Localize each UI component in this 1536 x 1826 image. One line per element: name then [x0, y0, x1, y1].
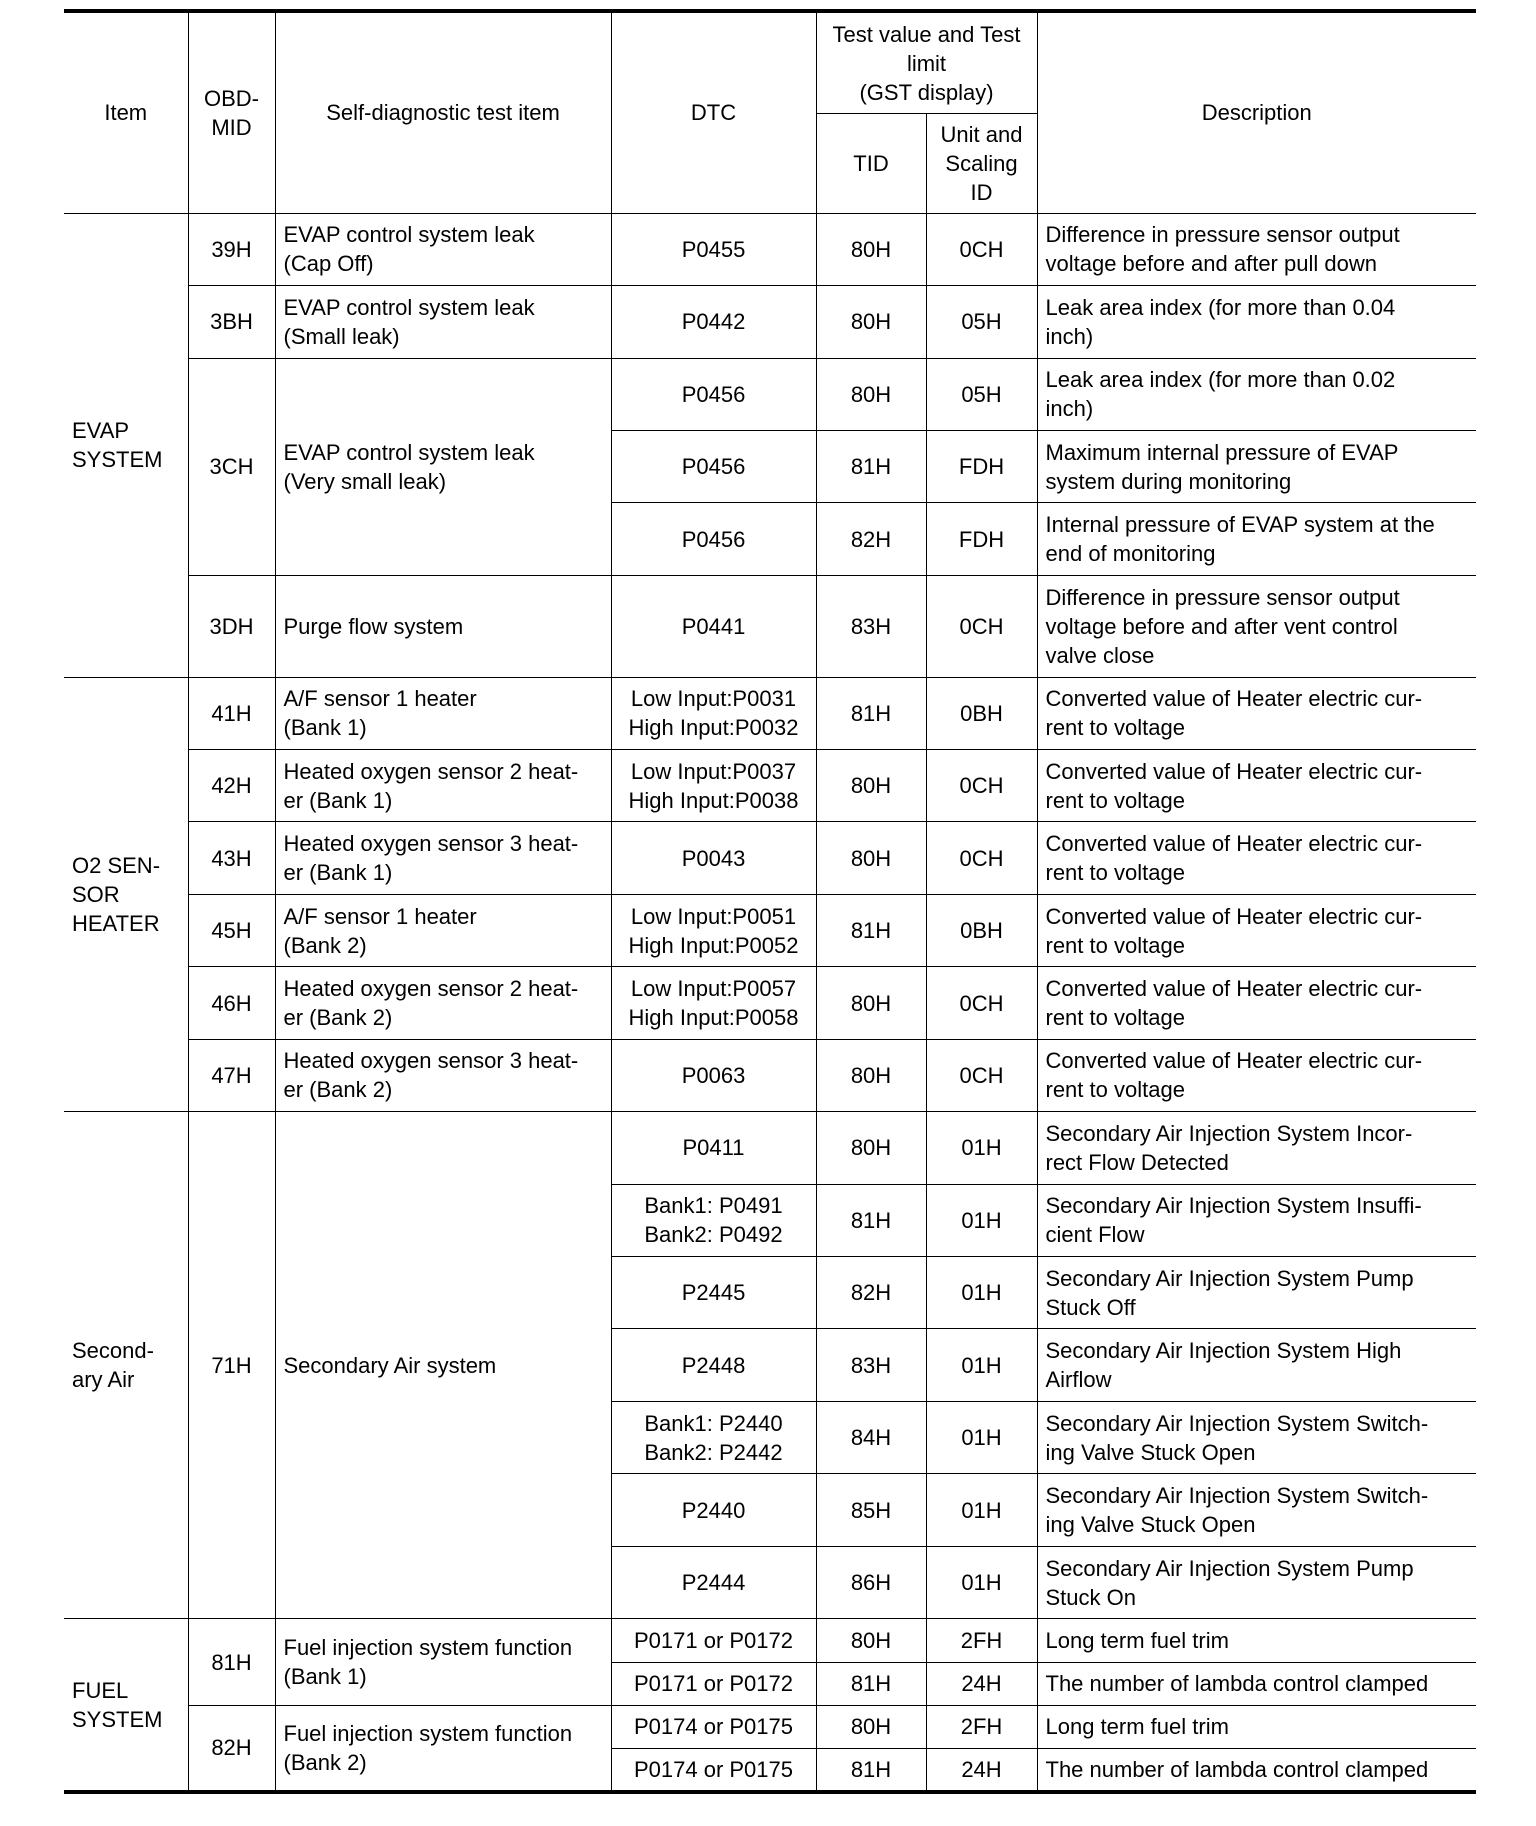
- tid-cell: 80H: [816, 358, 926, 430]
- obd-mid-cell: 82H: [188, 1705, 275, 1792]
- test-item-cell: EVAP control system leak (Small leak): [275, 286, 611, 358]
- header-obd-mid: OBD- MID: [188, 11, 275, 213]
- description-cell: Leak area index (for more than 0.02 inch): [1037, 358, 1476, 430]
- table-row: [64, 1619, 1476, 1662]
- dtc-cell: Bank1: P2440 Bank2: P2442: [611, 1401, 816, 1473]
- description-cell: Long term fuel trim: [1037, 1705, 1476, 1748]
- dtc-cell: P0411: [611, 1112, 816, 1184]
- description-cell: Secondary Air Injection System High Airflow: [1037, 1329, 1476, 1401]
- description-cell: Secondary Air Injection System Switch- ing Valve Stuck Open: [1037, 1474, 1476, 1546]
- description-cell: Difference in pressure sensor output voltage before and after pull down: [1037, 213, 1476, 285]
- description-cell: Converted value of Heater electric cur- rent to voltage: [1037, 1039, 1476, 1111]
- description-cell: Difference in pressure sensor output voltage before and after vent control valve close: [1037, 575, 1476, 677]
- table-row: [64, 358, 1476, 430]
- dtc-cell: P2445: [611, 1257, 816, 1329]
- dtc-cell: P0063: [611, 1039, 816, 1111]
- header-item: Item: [64, 11, 188, 213]
- description-cell: Secondary Air Injection System Switch- ing Valve Stuck Open: [1037, 1401, 1476, 1473]
- tid-cell: 86H: [816, 1546, 926, 1618]
- table-header-row: [64, 11, 1476, 114]
- obd-mid-cell: 81H: [188, 1619, 275, 1706]
- dtc-cell: P0174 or P0175: [611, 1749, 816, 1792]
- unit-cell: 0BH: [926, 894, 1037, 966]
- group-o2-sensor-heater: O2 SEN- SOR HEATER: [64, 677, 188, 1112]
- unit-cell: 0BH: [926, 677, 1037, 749]
- table-row: [64, 1039, 1476, 1111]
- test-item-cell: Purge flow system: [275, 575, 611, 677]
- tid-cell: 80H: [816, 1705, 926, 1748]
- unit-cell: FDH: [926, 431, 1037, 503]
- description-cell: Secondary Air Injection System Pump Stuck On: [1037, 1546, 1476, 1618]
- description-cell: Long term fuel trim: [1037, 1619, 1476, 1662]
- obd-mid-cell: 3CH: [188, 358, 275, 575]
- dtc-cell: Low Input:P0051 High Input:P0052: [611, 894, 816, 966]
- unit-cell: 24H: [926, 1749, 1037, 1792]
- tid-cell: 81H: [816, 1184, 926, 1256]
- tid-cell: 82H: [816, 1257, 926, 1329]
- table-row: [64, 286, 1476, 358]
- group-fuel-system: FUEL SYSTEM: [64, 1619, 188, 1792]
- tid-cell: 83H: [816, 575, 926, 677]
- table-row: [64, 749, 1476, 821]
- tid-cell: 81H: [816, 431, 926, 503]
- test-item-cell: A/F sensor 1 heater (Bank 2): [275, 894, 611, 966]
- obd-mid-cell: 71H: [188, 1112, 275, 1619]
- table-row: [64, 967, 1476, 1039]
- unit-cell: 2FH: [926, 1705, 1037, 1748]
- tid-cell: 80H: [816, 213, 926, 285]
- tid-cell: 80H: [816, 1039, 926, 1111]
- obd-mid-cell: 3BH: [188, 286, 275, 358]
- obd-test-table: [64, 9, 1476, 1794]
- tid-cell: 80H: [816, 1112, 926, 1184]
- tid-cell: 80H: [816, 749, 926, 821]
- tid-cell: 80H: [816, 1619, 926, 1662]
- description-cell: Converted value of Heater electric cur- rent to voltage: [1037, 677, 1476, 749]
- tid-cell: 81H: [816, 1662, 926, 1705]
- test-item-cell: Heated oxygen sensor 2 heat- er (Bank 1): [275, 749, 611, 821]
- tid-cell: 80H: [816, 822, 926, 894]
- dtc-cell: P0442: [611, 286, 816, 358]
- obd-mid-cell: 47H: [188, 1039, 275, 1111]
- description-cell: Converted value of Heater electric cur- rent to voltage: [1037, 749, 1476, 821]
- header-test-value: Test value and Test limit (GST display): [816, 11, 1037, 114]
- tid-cell: 82H: [816, 503, 926, 575]
- test-item-cell: A/F sensor 1 heater (Bank 1): [275, 677, 611, 749]
- header-tid: TID: [816, 114, 926, 214]
- dtc-cell: Low Input:P0057 High Input:P0058: [611, 967, 816, 1039]
- unit-cell: 01H: [926, 1112, 1037, 1184]
- dtc-cell: P0456: [611, 503, 816, 575]
- table-row: [64, 575, 1476, 677]
- test-item-cell: Heated oxygen sensor 3 heat- er (Bank 2): [275, 1039, 611, 1111]
- unit-cell: 0CH: [926, 213, 1037, 285]
- unit-cell: 01H: [926, 1257, 1037, 1329]
- group-secondary-air: Second- ary Air: [64, 1112, 188, 1619]
- dtc-cell: P0456: [611, 431, 816, 503]
- dtc-cell: Low Input:P0031 High Input:P0032: [611, 677, 816, 749]
- header-description: Description: [1037, 11, 1476, 213]
- description-cell: Internal pressure of EVAP system at the end of monitoring: [1037, 503, 1476, 575]
- dtc-cell: P0043: [611, 822, 816, 894]
- dtc-cell: P0171 or P0172: [611, 1619, 816, 1662]
- unit-cell: FDH: [926, 503, 1037, 575]
- unit-cell: 0CH: [926, 1039, 1037, 1111]
- unit-cell: 2FH: [926, 1619, 1037, 1662]
- unit-cell: 01H: [926, 1184, 1037, 1256]
- description-cell: Converted value of Heater electric cur- rent to voltage: [1037, 967, 1476, 1039]
- obd-mid-cell: 46H: [188, 967, 275, 1039]
- dtc-cell: P2444: [611, 1546, 816, 1618]
- test-item-cell: EVAP control system leak (Very small leak): [275, 358, 611, 575]
- header-dtc: DTC: [611, 11, 816, 213]
- dtc-cell: Bank1: P0491 Bank2: P0492: [611, 1184, 816, 1256]
- tid-cell: 81H: [816, 1749, 926, 1792]
- group-evap-system: EVAP SYSTEM: [64, 213, 188, 677]
- description-cell: Converted value of Heater electric cur- rent to voltage: [1037, 822, 1476, 894]
- dtc-cell: P0441: [611, 575, 816, 677]
- table-row: [64, 894, 1476, 966]
- obd-mid-cell: 41H: [188, 677, 275, 749]
- tid-cell: 80H: [816, 967, 926, 1039]
- test-item-cell: Heated oxygen sensor 3 heat- er (Bank 1): [275, 822, 611, 894]
- unit-cell: 0CH: [926, 967, 1037, 1039]
- table-row: [64, 1112, 1476, 1184]
- unit-cell: 01H: [926, 1474, 1037, 1546]
- dtc-cell: P2440: [611, 1474, 816, 1546]
- dtc-cell: P2448: [611, 1329, 816, 1401]
- tid-cell: 81H: [816, 894, 926, 966]
- header-self-diagnostic-test-item: Self-diagnostic test item: [275, 11, 611, 213]
- unit-cell: 05H: [926, 286, 1037, 358]
- header-unit-scaling-id: Unit and Scaling ID: [926, 114, 1037, 214]
- unit-cell: 01H: [926, 1329, 1037, 1401]
- test-item-cell: Secondary Air system: [275, 1112, 611, 1619]
- unit-cell: 05H: [926, 358, 1037, 430]
- description-cell: The number of lambda control clamped: [1037, 1749, 1476, 1792]
- table-row: [64, 822, 1476, 894]
- dtc-cell: Low Input:P0037 High Input:P0038: [611, 749, 816, 821]
- tid-cell: 81H: [816, 677, 926, 749]
- unit-cell: 01H: [926, 1401, 1037, 1473]
- unit-cell: 0CH: [926, 749, 1037, 821]
- test-item-cell: EVAP control system leak (Cap Off): [275, 213, 611, 285]
- test-item-cell: Fuel injection system function (Bank 1): [275, 1619, 611, 1706]
- test-item-cell: Fuel injection system function (Bank 2): [275, 1705, 611, 1792]
- obd-mid-cell: 39H: [188, 213, 275, 285]
- dtc-cell: P0456: [611, 358, 816, 430]
- description-cell: Secondary Air Injection System Pump Stuck Off: [1037, 1257, 1476, 1329]
- tid-cell: 85H: [816, 1474, 926, 1546]
- dtc-cell: P0171 or P0172: [611, 1662, 816, 1705]
- tid-cell: 80H: [816, 286, 926, 358]
- test-item-cell: Heated oxygen sensor 2 heat- er (Bank 2): [275, 967, 611, 1039]
- table-row: [64, 1705, 1476, 1748]
- description-cell: Maximum internal pressure of EVAP system during monitoring: [1037, 431, 1476, 503]
- unit-cell: 0CH: [926, 822, 1037, 894]
- unit-cell: 24H: [926, 1662, 1037, 1705]
- tid-cell: 83H: [816, 1329, 926, 1401]
- obd-mid-cell: 43H: [188, 822, 275, 894]
- description-cell: Secondary Air Injection System Insuffi- cient Flow: [1037, 1184, 1476, 1256]
- unit-cell: 0CH: [926, 575, 1037, 677]
- obd-mid-cell: 3DH: [188, 575, 275, 677]
- description-cell: The number of lambda control clamped: [1037, 1662, 1476, 1705]
- obd-mid-cell: 42H: [188, 749, 275, 821]
- dtc-cell: P0455: [611, 213, 816, 285]
- description-cell: Converted value of Heater electric cur- rent to voltage: [1037, 894, 1476, 966]
- tid-cell: 84H: [816, 1401, 926, 1473]
- table-row: [64, 213, 1476, 285]
- obd-mid-cell: 45H: [188, 894, 275, 966]
- table-row: [64, 677, 1476, 749]
- dtc-cell: P0174 or P0175: [611, 1705, 816, 1748]
- unit-cell: 01H: [926, 1546, 1037, 1618]
- description-cell: Leak area index (for more than 0.04 inch): [1037, 286, 1476, 358]
- description-cell: Secondary Air Injection System Incor- rect Flow Detected: [1037, 1112, 1476, 1184]
